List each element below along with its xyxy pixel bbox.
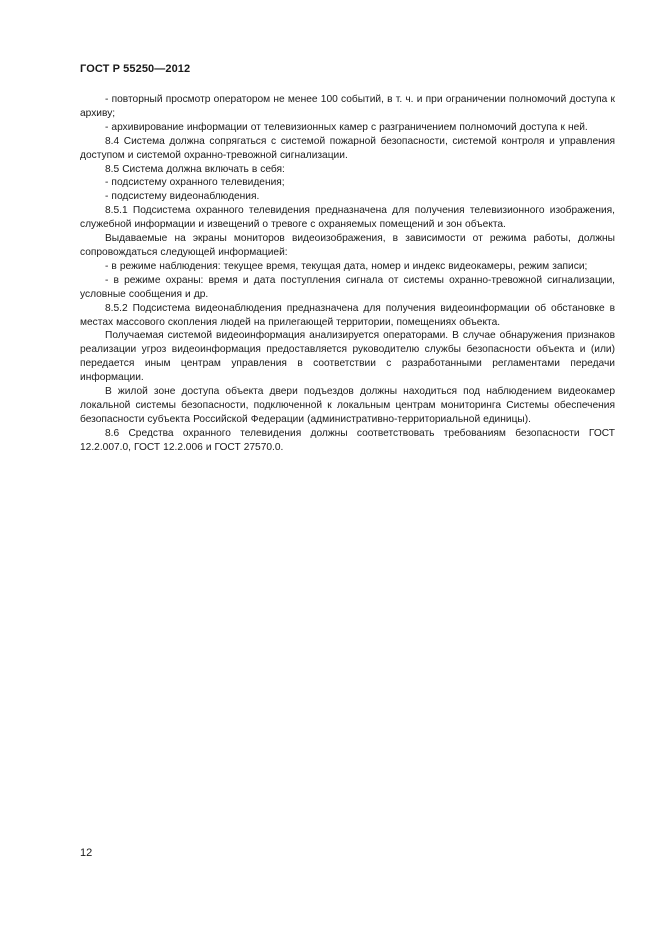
paragraph-list-item: - в режиме охраны: время и дата поступления сигнала от системы охранно-тревожной сигнализации, условные сообщения и др. bbox=[80, 274, 615, 300]
paragraph-clause-8-5-2: 8.5.2 Подсистема видеонаблюдения предназначена для получения видеоинформации об обстановке в местах массового скопления людей на прилегающей территории, помещениях объекта. bbox=[80, 302, 615, 328]
page-number: 12 bbox=[80, 847, 93, 859]
paragraph-body: В жилой зоне доступа объекта двери подъездов должны находиться под наблюдением видеокамер локальной системы безопасности, подключенной к локальным центрам мониторинга Системы обеспечения безопасности субъекта Российской Федерации (административно-территориальной единицы). bbox=[80, 386, 615, 425]
paragraph-clause-8-5: 8.5 Система должна включать в себя: bbox=[105, 163, 285, 175]
paragraph-list-item: - архивирование информации от телевизионных камер с разграничением полномочий доступа к ней. bbox=[105, 121, 588, 133]
paragraph-clause-8-5-1: 8.5.1 Подсистема охранного телевидения предназначена для получения телевизионного изображения, служебной информации и извещений о тревоге с охраняемых помещений и зон объекта. bbox=[80, 205, 615, 231]
paragraph-list-item: - повторный просмотр оператором не менее 100 событий, в т. ч. и при ограничении полномочий доступа к архиву; bbox=[80, 94, 615, 119]
document-body bbox=[80, 93, 615, 455]
paragraph-clause-8-4: 8.4 Система должна сопрягаться с системой пожарной безопасности, системой контроля и управления доступом и системой охранно-тревожной сигнализации. bbox=[80, 135, 615, 161]
paragraph-list-item: - в режиме наблюдения: текущее время, текущая дата, номер и индекс видеокамеры, режим записи; bbox=[105, 260, 588, 272]
paragraph-body: Получаемая системой видеоинформация анализируется операторами. В случае обнаружения признаков реализации угроз видеоинформация предоставляется руководителю службы безопасности объекта и (или) передается иным центрам управления в соответствии с разработанными регламентами передачи информации. bbox=[80, 330, 615, 384]
paragraph-body: Выдаваемые на экраны мониторов видеоизображения, в зависимости от режима работы, должны сопровождаться следующей информацией: bbox=[80, 233, 615, 258]
paragraph-list-item: - подсистему охранного телевидения; bbox=[105, 177, 285, 189]
paragraph-list-item: - подсистему видеонаблюдения. bbox=[105, 191, 260, 203]
document-header: ГОСТ Р 55250—2012 bbox=[80, 63, 191, 75]
paragraph-clause-8-6: 8.6 Средства охранного телевидения должны соответствовать требованиям безопасности ГОСТ 12.2.007.0, ГОСТ 12.2.006 и ГОСТ 27570.0. bbox=[80, 427, 615, 453]
